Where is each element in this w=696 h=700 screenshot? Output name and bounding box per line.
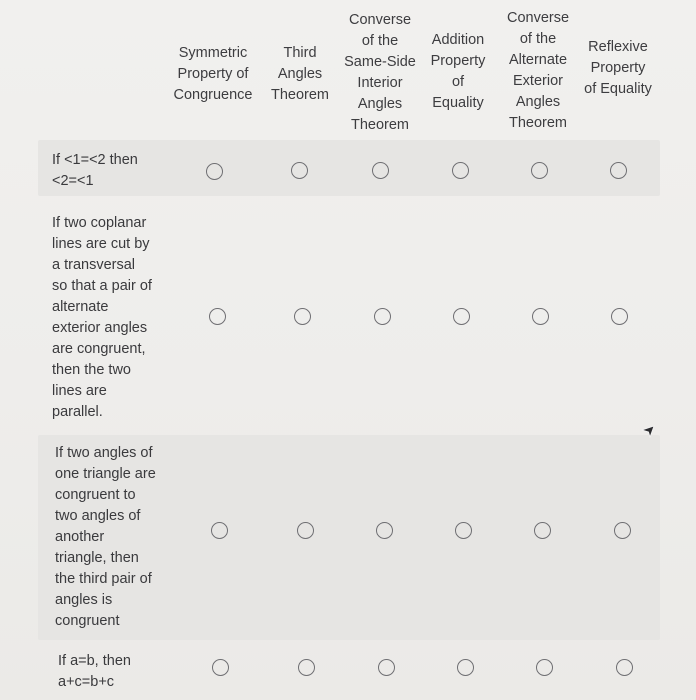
radio-addition-property[interactable] <box>455 522 472 539</box>
statement-text: If two coplanar lines are cut by a transversal so that a pair of alternate exterior angles are congruent, then the two lines are parallel. <box>52 215 152 420</box>
radio-converse-same-side[interactable] <box>378 659 395 676</box>
radio-converse-alternate-exterior[interactable] <box>531 162 548 179</box>
column-header-reflexive-property: Reflexive Property of Equality <box>584 39 652 97</box>
radio-addition-property[interactable] <box>452 162 469 179</box>
radio-addition-property[interactable] <box>457 659 474 676</box>
statement-row <box>38 435 660 640</box>
radio-symmetric-property[interactable] <box>212 659 229 676</box>
mouse-pointer-icon <box>641 424 655 438</box>
radio-converse-same-side[interactable] <box>372 162 389 179</box>
column-headers <box>0 0 696 140</box>
radio-converse-alternate-exterior[interactable] <box>532 308 549 325</box>
radio-reflexive-property[interactable] <box>611 308 628 325</box>
radio-symmetric-property[interactable] <box>211 522 228 539</box>
column-header-addition-property: Addition Property of Equality <box>430 32 486 111</box>
radio-third-angles[interactable] <box>291 162 308 179</box>
radio-symmetric-property[interactable] <box>209 308 226 325</box>
radio-reflexive-property[interactable] <box>616 659 633 676</box>
radio-converse-same-side[interactable] <box>376 522 393 539</box>
column-header-symmetric-property: Symmetric Property of Congruence <box>173 45 253 103</box>
radio-symmetric-property[interactable] <box>206 163 223 180</box>
column-header-third-angles: Third Angles Theorem <box>270 45 330 103</box>
statement-row <box>38 642 660 700</box>
radio-addition-property[interactable] <box>453 308 470 325</box>
radio-converse-alternate-exterior[interactable] <box>534 522 551 539</box>
radio-third-angles[interactable] <box>294 308 311 325</box>
radio-third-angles[interactable] <box>297 522 314 539</box>
radio-converse-same-side[interactable] <box>374 308 391 325</box>
statement-text: If <1=<2 then <2=<1 <box>52 152 138 189</box>
radio-reflexive-property[interactable] <box>610 162 627 179</box>
column-header-converse-alternate-exterior: Converse of the Alternate Exterior Angles Theorem <box>506 10 570 131</box>
statement-text: If two angles of one triangle are congruent to two angles of another triangle, then the third pair of angles is congruent <box>55 445 156 629</box>
radio-third-angles[interactable] <box>298 659 315 676</box>
radio-reflexive-property[interactable] <box>614 522 631 539</box>
statement-row <box>38 140 660 196</box>
column-header-converse-same-side: Converse of the Same-Side Interior Angles Theorem <box>344 12 416 133</box>
statement-text: If a=b, then a+c=b+c <box>58 653 131 690</box>
radio-converse-alternate-exterior[interactable] <box>536 659 553 676</box>
statement-row <box>38 203 660 433</box>
